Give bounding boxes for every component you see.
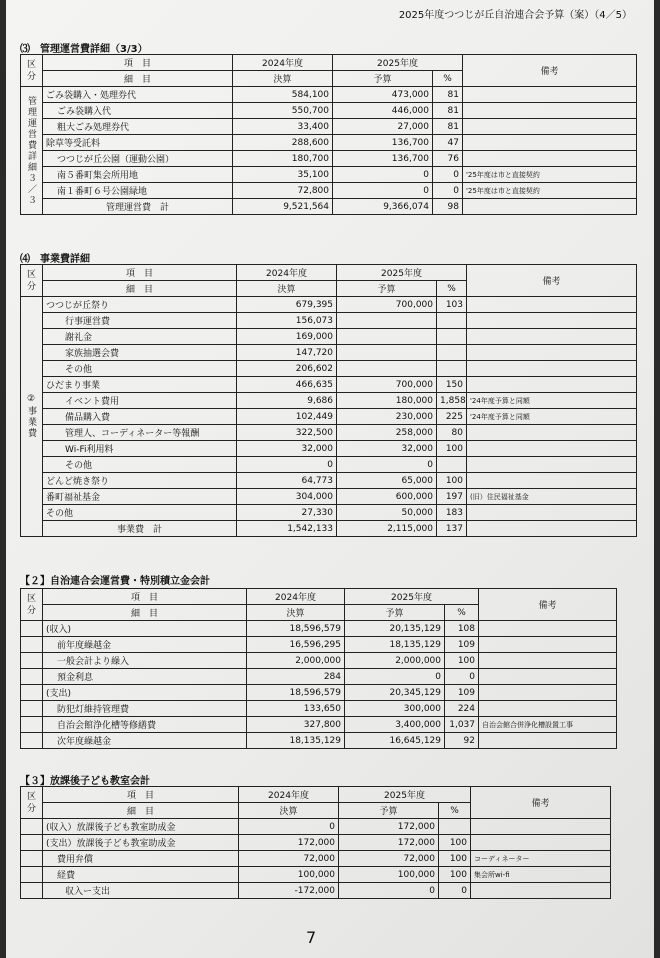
table-row [21, 297, 637, 313]
value-2025: 172,000 [339, 819, 439, 835]
table-association-account [20, 588, 617, 749]
row-label: その他 [43, 361, 237, 377]
row-label: (支出）放課後子ども教室助成金 [43, 835, 239, 851]
header-2024: 2024年度 [239, 787, 339, 803]
value-2024: 288,600 [233, 135, 333, 151]
value-pct: 100 [437, 441, 467, 457]
value-pct: 225 [437, 409, 467, 425]
section-title: 【３】放課後子ども教室会計 [20, 776, 150, 787]
value-pct: 183 [437, 505, 467, 521]
row-label: (収入) [43, 621, 247, 637]
kubun-cell [21, 851, 43, 867]
header-kubun: 区分 [21, 55, 43, 87]
value-2025: 0 [333, 167, 433, 183]
header-kubun: 区分 [21, 787, 43, 819]
value-pct: 81 [433, 87, 463, 103]
value-2025: 258,000 [337, 425, 437, 441]
value-2025: 16,645,129 [345, 733, 445, 749]
header-2025: 2025年度 [337, 265, 467, 281]
value-pct: 0 [439, 883, 471, 899]
total-note [467, 521, 637, 537]
value-2024: 322,500 [237, 425, 337, 441]
table-row [21, 835, 611, 851]
value-pct: 100 [437, 473, 467, 489]
table-row [21, 167, 637, 183]
header-kessan: 決算 [237, 281, 337, 297]
row-label: 経費 [43, 867, 239, 883]
header-pct: % [437, 281, 467, 297]
header-biko: 備考 [471, 787, 611, 819]
row-note [463, 135, 637, 151]
value-2024: 2,000,000 [247, 653, 345, 669]
value-pct: 100 [439, 835, 471, 851]
value-2024: 550,700 [233, 103, 333, 119]
value-2025: 230,000 [337, 409, 437, 425]
header-2025: 2025年度 [339, 787, 471, 803]
value-2024: 35,100 [233, 167, 333, 183]
total-pct: 137 [437, 521, 467, 537]
row-label: つつじが丘祭り [43, 297, 237, 313]
header-biko: 備考 [463, 55, 637, 87]
row-note [467, 473, 637, 489]
value-pct [437, 457, 467, 473]
value-pct: 109 [445, 685, 479, 701]
value-pct: 76 [433, 151, 463, 167]
row-label: (支出) [43, 685, 247, 701]
kubun-cell [21, 733, 43, 749]
row-label: 謝礼金 [43, 329, 237, 345]
table-row [21, 653, 617, 669]
row-note [471, 883, 611, 899]
value-pct [437, 345, 467, 361]
value-2025: 136,700 [333, 151, 433, 167]
value-pct: 150 [437, 377, 467, 393]
table-row [21, 457, 637, 473]
value-pct: 0 [433, 183, 463, 199]
table-row [21, 425, 637, 441]
header-2024: 2024年度 [247, 589, 345, 605]
row-label: Wi-Fi利用料 [43, 441, 237, 457]
row-note [467, 377, 637, 393]
value-2024: 0 [237, 457, 337, 473]
table-row [21, 819, 611, 835]
value-2024: 16,596,295 [247, 637, 345, 653]
value-2025: 136,700 [333, 135, 433, 151]
table-management-details [20, 54, 637, 215]
row-note [471, 835, 611, 851]
row-label: ひだまり事業 [43, 377, 237, 393]
document-page [6, 0, 654, 958]
row-note [467, 361, 637, 377]
row-label: 除草等受託料 [43, 135, 233, 151]
header-kessan: 決算 [233, 71, 333, 87]
row-label: 南５番町集会所用地 [43, 167, 233, 183]
row-note: コーディネーター [471, 851, 611, 867]
page-number: 7 [306, 928, 317, 947]
value-pct: 108 [445, 621, 479, 637]
value-pct: 197 [437, 489, 467, 505]
total-note [463, 199, 637, 215]
value-2024: 169,000 [237, 329, 337, 345]
value-2024: 27,330 [237, 505, 337, 521]
table-row [21, 733, 617, 749]
row-note: 自治会館合併浄化槽設置工事 [479, 717, 617, 733]
row-label: ごみ袋購入・処理券代 [43, 87, 233, 103]
table-row [21, 717, 617, 733]
row-note [467, 457, 637, 473]
value-2024: 18,596,579 [247, 685, 345, 701]
table-row [21, 701, 617, 717]
row-label: その他 [43, 505, 237, 521]
row-note: (旧）住民福祉基金 [467, 489, 637, 505]
table-row [21, 505, 637, 521]
value-pct: 0 [433, 167, 463, 183]
header-2025: 2025年度 [345, 589, 479, 605]
value-2025: 20,345,129 [345, 685, 445, 701]
row-label: 管理人、コーディネーター等報酬 [43, 425, 237, 441]
table-project-details [20, 264, 637, 537]
kubun-cell [21, 653, 43, 669]
value-2024: 304,000 [237, 489, 337, 505]
kubun-cell [21, 701, 43, 717]
header-2024: 2024年度 [237, 265, 337, 281]
value-pct: 109 [445, 637, 479, 653]
kubun-cell [21, 867, 43, 883]
header-saimoku: 細 目 [43, 281, 237, 297]
total-label: 事業費 計 [43, 521, 237, 537]
value-2024: 9,686 [237, 393, 337, 409]
table-row [21, 685, 617, 701]
value-2024: 679,395 [237, 297, 337, 313]
value-2025: 0 [333, 183, 433, 199]
value-2025: 0 [339, 883, 439, 899]
table-row [21, 361, 637, 377]
row-note [479, 701, 617, 717]
value-2024: 466,635 [237, 377, 337, 393]
table-row [21, 637, 617, 653]
kubun-cell [21, 637, 43, 653]
value-pct: 0 [445, 669, 479, 685]
total-pct: 98 [433, 199, 463, 215]
table-row [21, 851, 611, 867]
header-2024: 2024年度 [233, 55, 333, 71]
value-2025: 700,000 [337, 377, 437, 393]
row-note: '25年度は市と直接契約 [463, 183, 637, 199]
header-yosan: 予算 [333, 71, 433, 87]
header-biko: 備考 [467, 265, 637, 297]
value-pct [439, 819, 471, 835]
header-kessan: 決算 [239, 803, 339, 819]
row-label: どんど焼き祭り [43, 473, 237, 489]
row-note [471, 819, 611, 835]
table-row [21, 377, 637, 393]
header-2025: 2025年度 [333, 55, 463, 71]
table-afterschool-account [20, 786, 611, 899]
total-row [21, 521, 637, 537]
row-label: 預金利息 [43, 669, 247, 685]
table-row [21, 441, 637, 457]
value-pct: 80 [437, 425, 467, 441]
row-label: 防犯灯維持管理費 [43, 701, 247, 717]
row-note: 集会所wi-fi [471, 867, 611, 883]
table-row [21, 489, 637, 505]
row-label: その他 [43, 457, 237, 473]
value-pct: 103 [437, 297, 467, 313]
row-note [463, 103, 637, 119]
row-note [479, 653, 617, 669]
row-label: 南１番町６号公園緑地 [43, 183, 233, 199]
value-2024: 327,800 [247, 717, 345, 733]
value-2024: 32,000 [237, 441, 337, 457]
value-2024: 18,596,579 [247, 621, 345, 637]
total-2025: 2,115,000 [337, 521, 437, 537]
value-2025 [337, 329, 437, 345]
value-2025: 32,000 [337, 441, 437, 457]
kubun-cell [21, 819, 43, 835]
value-2025: 700,000 [337, 297, 437, 313]
kubun-label: ②事業費 [21, 297, 43, 537]
row-note [463, 87, 637, 103]
value-pct: 100 [439, 867, 471, 883]
value-pct: 100 [439, 851, 471, 867]
value-2025: 27,000 [333, 119, 433, 135]
value-2024: 180,700 [233, 151, 333, 167]
value-pct [437, 329, 467, 345]
header-koumoku: 項 目 [43, 589, 247, 605]
row-note [467, 313, 637, 329]
value-2025: 3,400,000 [345, 717, 445, 733]
table-row [21, 151, 637, 167]
row-note [479, 637, 617, 653]
header-koumoku: 項 目 [43, 787, 239, 803]
value-2024: 33,400 [233, 119, 333, 135]
value-2024: -172,000 [239, 883, 339, 899]
row-label: (収入）放課後子ども教室助成金 [43, 819, 239, 835]
table-row [21, 345, 637, 361]
value-2024: 147,720 [237, 345, 337, 361]
row-label: 備品購入費 [43, 409, 237, 425]
row-label: 費用弁償 [43, 851, 239, 867]
kubun-cell [21, 621, 43, 637]
value-2024: 172,000 [239, 835, 339, 851]
value-2025: 0 [337, 457, 437, 473]
value-2025: 50,000 [337, 505, 437, 521]
row-note [479, 669, 617, 685]
value-2025: 18,135,129 [345, 637, 445, 653]
value-2025: 180,000 [337, 393, 437, 409]
value-pct: 100 [445, 653, 479, 669]
row-label: ごみ袋購入代 [43, 103, 233, 119]
header-koumoku: 項 目 [43, 55, 233, 71]
table-row [21, 329, 637, 345]
section-title: ⑷ 事業費詳細 [20, 254, 90, 265]
header-pct: % [445, 605, 479, 621]
value-2024: 156,073 [237, 313, 337, 329]
row-note [467, 505, 637, 521]
value-2025 [337, 345, 437, 361]
table-row [21, 621, 617, 637]
header-yosan: 予算 [345, 605, 445, 621]
value-2024: 72,800 [233, 183, 333, 199]
header-saimoku: 細 目 [43, 803, 239, 819]
table-row [21, 183, 637, 199]
row-label: 番町福祉基金 [43, 489, 237, 505]
row-note [463, 119, 637, 135]
value-2025: 600,000 [337, 489, 437, 505]
row-note [463, 151, 637, 167]
kubun-cell [21, 835, 43, 851]
row-label: 収入ー支出 [43, 883, 239, 899]
value-pct: 81 [433, 103, 463, 119]
value-2024: 206,602 [237, 361, 337, 377]
value-2024: 100,000 [239, 867, 339, 883]
table-row [21, 883, 611, 899]
header-koumoku: 項 目 [43, 265, 237, 281]
page-header: 2025年度つつじが丘自治連合会予算（案）（4／5） [398, 10, 632, 21]
row-note [467, 425, 637, 441]
value-2025 [337, 361, 437, 377]
row-note [467, 441, 637, 457]
row-label: つつじが丘公園（運動公園） [43, 151, 233, 167]
value-pct: 92 [445, 733, 479, 749]
value-2025: 473,000 [333, 87, 433, 103]
header-saimoku: 細 目 [43, 605, 247, 621]
value-2024: 64,773 [237, 473, 337, 489]
value-2025: 300,000 [345, 701, 445, 717]
value-2024: 284 [247, 669, 345, 685]
value-2024: 18,135,129 [247, 733, 345, 749]
header-saimoku: 細 目 [43, 71, 233, 87]
row-label: 前年度繰越金 [43, 637, 247, 653]
header-kubun: 区分 [21, 589, 43, 621]
row-note: '24年度予算と同額 [467, 393, 637, 409]
value-pct: 47 [433, 135, 463, 151]
kubun-label: 管理運営費詳細３／３ [21, 87, 43, 215]
table-row [21, 409, 637, 425]
header-pct: % [439, 803, 471, 819]
value-pct: 1,858 [437, 393, 467, 409]
value-2025: 20,135,129 [345, 621, 445, 637]
value-2024: 0 [239, 819, 339, 835]
table-row [21, 135, 637, 151]
row-label: イベント費用 [43, 393, 237, 409]
value-2025: 72,000 [339, 851, 439, 867]
value-2025: 0 [345, 669, 445, 685]
value-pct: 81 [433, 119, 463, 135]
total-2024: 1,542,133 [237, 521, 337, 537]
total-2024: 9,521,564 [233, 199, 333, 215]
table-row [21, 867, 611, 883]
value-2025: 65,000 [337, 473, 437, 489]
kubun-cell [21, 685, 43, 701]
header-kessan: 決算 [247, 605, 345, 621]
row-label: 家族抽選会費 [43, 345, 237, 361]
value-2025 [337, 313, 437, 329]
row-note [479, 621, 617, 637]
row-note: '25年度は市と直接契約 [463, 167, 637, 183]
header-kubun: 区分 [21, 265, 43, 297]
section-title: 【２】自治連合会運営費・特別積立金会計 [20, 576, 210, 587]
row-label: 次年度繰越金 [43, 733, 247, 749]
header-pct: % [433, 71, 463, 87]
row-label: 自治会館浄化槽等修繕費 [43, 717, 247, 733]
value-2024: 133,650 [247, 701, 345, 717]
kubun-cell [21, 883, 43, 899]
table-row [21, 393, 637, 409]
value-pct [437, 361, 467, 377]
row-note [467, 297, 637, 313]
row-label: 行事運営費 [43, 313, 237, 329]
value-pct: 224 [445, 701, 479, 717]
row-note [467, 345, 637, 361]
table-row [21, 473, 637, 489]
header-yosan: 予算 [337, 281, 437, 297]
value-2025: 446,000 [333, 103, 433, 119]
row-note [479, 733, 617, 749]
value-2025: 100,000 [339, 867, 439, 883]
table-row [21, 313, 637, 329]
total-label: 管理運営費 計 [43, 199, 233, 215]
header-yosan: 予算 [339, 803, 439, 819]
row-note [467, 329, 637, 345]
value-2024: 584,100 [233, 87, 333, 103]
value-2025: 2,000,000 [345, 653, 445, 669]
table-row [21, 87, 637, 103]
table-row [21, 669, 617, 685]
row-label: 一般会計より繰入 [43, 653, 247, 669]
header-biko: 備考 [479, 589, 617, 621]
section-title: ⑶ 管理運営費詳細（3/3） [20, 44, 148, 55]
table-row [21, 103, 637, 119]
table-row [21, 119, 637, 135]
value-2024: 102,449 [237, 409, 337, 425]
row-label: 粗大ごみ処理券代 [43, 119, 233, 135]
kubun-cell [21, 717, 43, 733]
kubun-cell [21, 669, 43, 685]
value-pct: 1,037 [445, 717, 479, 733]
row-note [479, 685, 617, 701]
value-2025: 172,000 [339, 835, 439, 851]
value-pct [437, 313, 467, 329]
total-row [21, 199, 637, 215]
value-2024: 72,000 [239, 851, 339, 867]
row-note: '24年度予算と同額 [467, 409, 637, 425]
total-2025: 9,366,074 [333, 199, 433, 215]
